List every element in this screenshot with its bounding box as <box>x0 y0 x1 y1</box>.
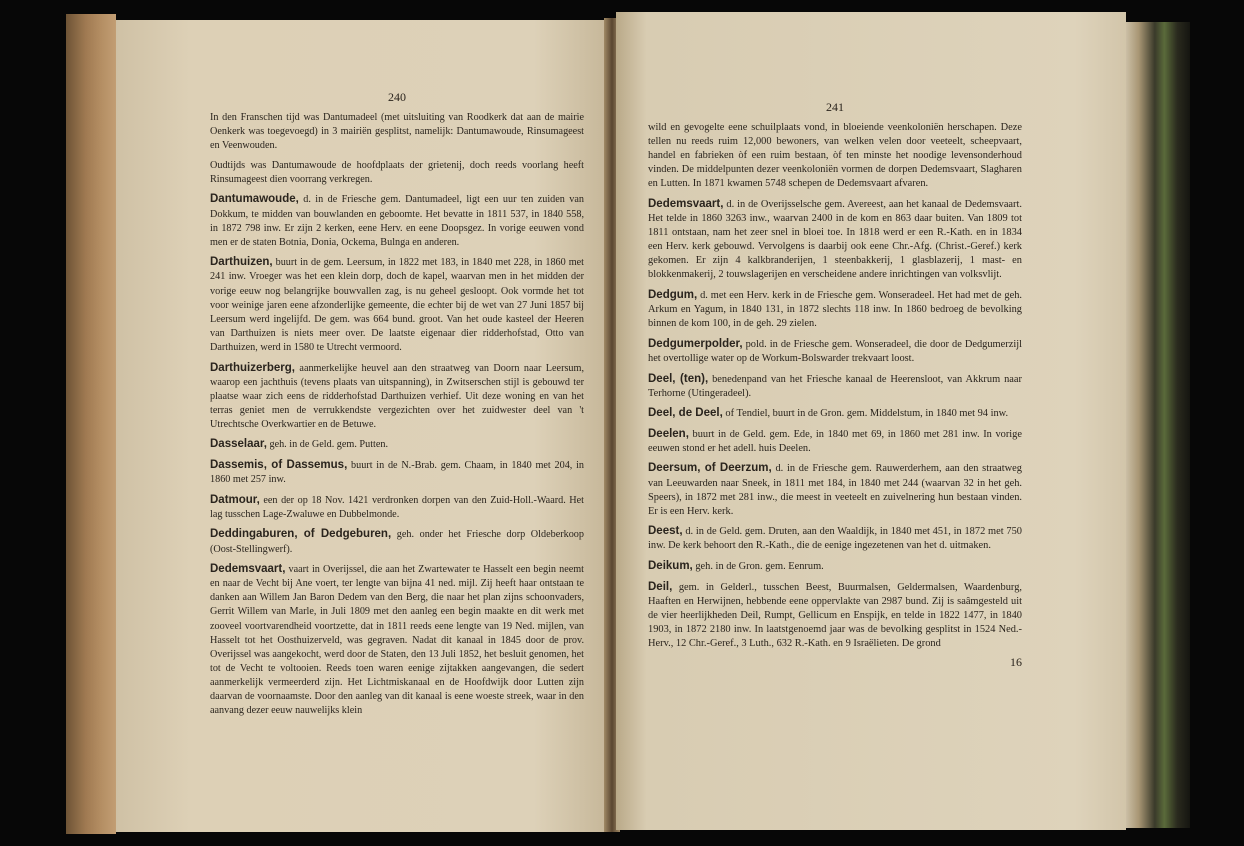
entry-paragraph <box>648 337 1022 366</box>
entry-headword: Deersum, of Deerzum, <box>648 462 772 475</box>
entry-headword: Dedgum, <box>648 289 698 302</box>
entry-text: geh. onder het Friesche dorp Oldeberkoop (Oost-Stellingwerf). <box>210 529 584 555</box>
entry-headword: Dedemsvaart, <box>648 197 724 210</box>
entry-paragraph <box>210 458 584 487</box>
entry-text: benedenpand van het Friesche kanaal de Heerensloot, van Akkrum naar Terhorne (Utingeradeel). <box>648 373 1022 399</box>
book-cover-right <box>1126 22 1190 828</box>
entry-headword: Dedgumerpolder, <box>648 337 743 350</box>
entry-text: d. in de Friesche gem. Rauwerderhem, aan den straatweg van Leeuwarden naar Sneek, in 1811 met 184, in 1840 met 244 (waarvan 32 in het geh. Speers), in 1872 met 281 inw., die meest in veeteelt en zuivelnering hun bestaan vinden. Er is een Herv. kerk. <box>648 463 1022 517</box>
entry-headword: Dedemsvaart, <box>210 563 286 576</box>
entry-paragraph <box>648 288 1022 331</box>
entry-paragraph <box>648 372 1022 401</box>
entry-text: geh. in de Geld. gem. Putten. <box>269 439 389 451</box>
entry-paragraph <box>210 562 584 718</box>
entry-text: d. met een Herv. kerk in de Friesche gem. Wonseradeel. Het had met de geh. Arkum en Yagum, in 1840 131, in 1872 slechts 118 inw. In 1860 bedroeg de bevolking binnen de kom 100, in de geh. 29 zielen. <box>648 290 1022 330</box>
left-paragraphs <box>210 111 584 718</box>
entry-text: buurt in de gem. Leersum, in 1822 met 183, in 1840 met 228, in 1860 met 241 inw. Vroeger was het een klein dorp, doch de kapel, waarvan men in het midden der vorige eeuw nog belangrijke bouwvallen zag, is nu geheel gesloopt. Ook vormde het tot voor weinige jaren eene afzonderlijke gemeente, die echter bij de wet van 27 Juni 1857 bij Leersum werd ingelijfd. De gem. was 664 bund. groot. Van het oude kasteel der Heeren van Darthuizen is niets meer over. De laatste eigenaar dier ridderhofstad, Otto van Darthuizen, werd in 1580 te Utrecht vermoord. <box>210 257 585 353</box>
entry-paragraph <box>648 580 1022 651</box>
entry-paragraph <box>648 197 1022 283</box>
entry-paragraph <box>648 559 1022 574</box>
entry-text: pold. in de Friesche gem. Wonseradeel, die door de Dedgumerzijl het overtollige water op de Workum-Bolswarder trekvaart loost. <box>648 338 1022 364</box>
entry-headword: Deddingaburen, of Dedgeburen, <box>210 528 392 541</box>
entry-paragraph <box>648 427 1022 456</box>
entry-paragraph <box>210 493 584 522</box>
entry-text: vaart in Overijssel, die aan het Zwartewater te Hasselt een begin neemt en naar de Vecht bij Ane voert, ter lengte van bijna 41 ned. mijl. Zij heeft haar ontstaan te danken aan Willem Jan Baron Dedem van den Berg, die naar het plan zijns schoonvaders, Gerrit Willem van Marle, in Juli 1809 met den aanleg een begin maakte en dit werk met zooveel voortvarendheid voortzette, dat in 1811 reeds eene lengte van 19 Ned. mijlen, van Hasselt tot het Oosthuizerveld, was gegraven. Nadat dit kanaal in 1845 door de prov. Overijssel was aangekocht, werd door de Staten, den 13 Juli 1852, het besluit genomen, het tot de Vecht te voltooien. Reeds toen waren eenige zijtakken aangevangen, die sedert aanmerkelijk vermeerderd zijn. Het Lichtmiskanaal en de Hoofdwijk door Lutten zijn daarvan de voornaamste. Door den aanleg van dit kanaal is eene woeste streek, waar in den aanvang dezer eeuw nauwelijks klein <box>210 564 584 717</box>
book-cover-left <box>66 14 116 834</box>
entry-paragraph <box>210 437 584 452</box>
entry-text: Oudtijds was Dantumawoude de hoofdplaats der grietenij, doch reeds voorlang heeft Rinsumageest dien voorrang verkregen. <box>210 159 584 185</box>
entry-text: aanmerkelijke heuvel aan den straatweg van Doorn naar Leersum, waarop een jachthuis (tevens plaats van uitspanning), in Zwitserschen stijl is gebouwd ter plaatse waar zich eens de ridderhofstad Darthuizen verhief. Uit deze woning en van het terras geniet men de verrukkendste vergezichten over het zuidwester deel van 't Utrechtsche Overkwartier en de Betuwe. <box>210 362 584 430</box>
entry-paragraph <box>648 461 1022 518</box>
entry-text: of Tendiel, buurt in de Gron. gem. Middelstum, in 1840 met 94 inw. <box>725 408 1009 420</box>
left-page-text <box>210 90 584 724</box>
right-paragraphs <box>648 121 1022 651</box>
entry-text: d. in de Geld. gem. Druten, aan den Waaldijk, in 1840 met 451, in 1872 met 750 inw. De kerk behoort den R.-Kath., die de eenige ingezetenen van het d. uitmaken. <box>648 526 1023 552</box>
entry-headword: Deest, <box>648 525 683 538</box>
entry-headword: Darthuizen, <box>210 256 273 269</box>
entry-text: een der op 18 Nov. 1421 verdronken dorpen van den Zuid-Holl.-Waard. Het lag tusschen Lage-Zwaluwe en Dubbelmonde. <box>210 494 584 520</box>
entry-headword: Darthuizerberg, <box>210 361 295 374</box>
entry-headword: Dantumawoude, <box>210 193 299 206</box>
entry-text: d. in de Friesche gem. Dantumadeel, ligt een uur ten zuiden van Dokkum, te midden van bouwlanden en geboomte. Het bevatte in 1811 537, in 1840 558, in 1872 798 inw. Er zijn 2 kerken, eene Herv. en eene Doopsgez. In vorige eeuwen vond men er de staten Botnia, Donia, Ockema, Bulnga en anderen. <box>210 194 585 248</box>
entry-paragraph <box>648 524 1022 553</box>
signature-mark: 16 <box>1010 654 1022 669</box>
entry-headword: Deil, <box>648 580 673 593</box>
entry-headword: Datmour, <box>210 493 260 506</box>
entry-headword: Deel, de Deel, <box>648 407 723 420</box>
entry-headword: Dassemis, of Dassemus, <box>210 459 348 472</box>
entry-headword: Dasselaar, <box>210 438 267 451</box>
entry-paragraph <box>210 111 584 153</box>
entry-paragraph <box>210 159 584 187</box>
entry-text: geh. in de Gron. gem. Eenrum. <box>695 561 824 573</box>
entry-headword: Deel, (ten), <box>648 372 709 385</box>
page-number-left: 240 <box>388 90 406 104</box>
entry-text: wild en gevogelte eene schuilplaats vond, in bloeiende veenkoloniën herschapen. Deze tellen nu reeds ruim 12,000 bewoners, van welken velen door veeteelt, scheepvaart, handel en fabrieken òf een ruim bestaan, òf ten minste het noodige levensonderhoud vinden. De middelpunten dezer veenkoloniën vormen de dorpen Dedemsvaart, Slagharen en Lutten. In 1871 kwamen 5748 schepen de Dedemsvaart afvaren. <box>648 122 1022 190</box>
entry-paragraph <box>210 361 584 432</box>
right-page-text <box>648 100 1022 670</box>
entry-paragraph <box>648 121 1022 191</box>
entry-headword: Deikum, <box>648 560 693 573</box>
entry-text: gem. in Gelderl., tusschen Beest, Buurmalsen, Geldermalsen, Waardenburg, Haaften en Herwijnen, hebbende eene oppervlakte van 2987 bund. Zij is saâmgesteld uit de vier heerlijkheden Deil, Rumpt, Gellicum en Enspijk, en telde in 1822 1477, in 1840 1903, in 1872 2180 inw. In laatstgenoemd jaar was de bevolking gesplitst in 1524 Ned.-Herv., 12 Chr.-Geref., 3 Luth., 632 R.-Kath. en 9 Israëlieten. De grond <box>648 581 1023 649</box>
entry-text: d. in de Overijsselsche gem. Avereest, aan het kanaal de Dedemsvaart. Het telde in 1860 3263 inw., waarvan 2400 in de kom en 863 daar buiten. Van 1809 tot 1811 ontstaan, nam het zeer snel in bloei toe. In 1818 werd er een R.-Kath. en in 1834 een Herv. kerk gebouwd. Vervolgens is daarbij ook eene Chr.-Afg. (Christ.-Geref.) kerk gekomen. Er zijn 4 kalkbranderijen, 1 steenbakkerij, 1 glasblazerij, 1 mast- en blokkenmakerij, 2 touwslagerijen en verscheidene andere inrichtingen van volksvlijt. <box>648 198 1022 281</box>
entry-paragraph <box>210 255 584 355</box>
page-number-right: 241 <box>826 100 844 114</box>
entry-text: In den Franschen tijd was Dantumadeel (met uitsluiting van Roodkerk dat aan de mairie Oenkerk was toegevoegd) in 3 mairiën gesplitst, namelijk: Dantumawoude, Rinsumageest en Veenwouden. <box>210 112 584 152</box>
entry-paragraph <box>210 192 584 249</box>
entry-text: buurt in de Geld. gem. Ede, in 1840 met 69, in 1860 met 281 inw. In vorige eeuwen stond er het adell. huis Deelen. <box>648 428 1022 454</box>
entry-paragraph <box>648 406 1022 421</box>
entry-paragraph <box>210 527 584 556</box>
entry-text: buurt in de N.-Brab. gem. Chaam, in 1840 met 204, in 1860 met 257 inw. <box>210 460 585 486</box>
entry-headword: Deelen, <box>648 427 689 440</box>
